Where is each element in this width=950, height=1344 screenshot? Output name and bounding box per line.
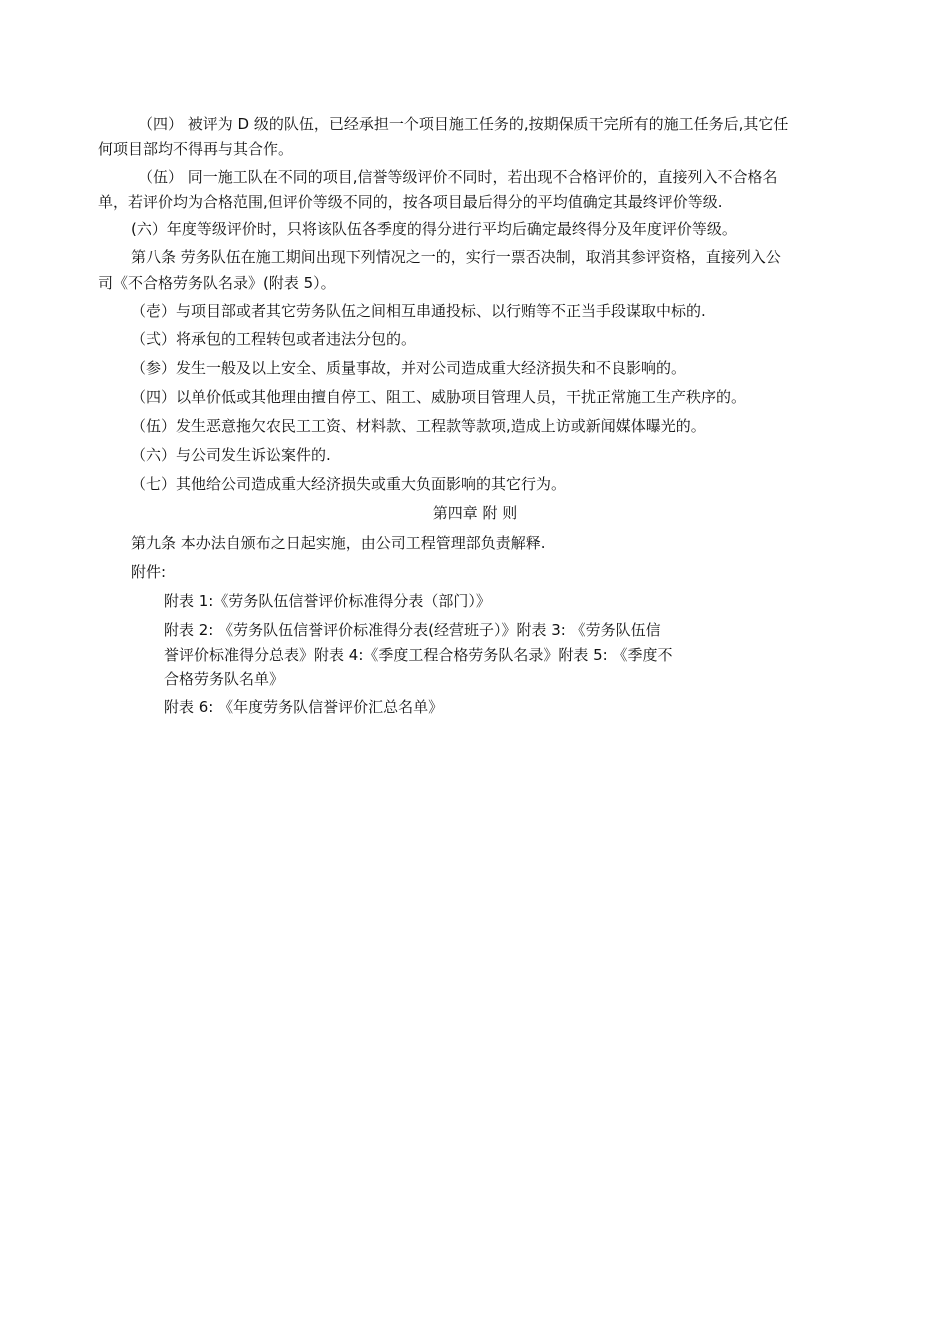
item4-line1: （四） 被评为 D 级的队伍，已经承担一个项目施工任务的,按期保质干完所有的施工任务后,其它任 <box>138 115 789 133</box>
article9: 第九条 本办法自颁布之日起实施，由公司工程管理部负责解释. <box>131 534 546 552</box>
item5-line1: （伍） 同一施工队在不同的项目,信誉等级评价不同时，若出现不合格评价的，直接列入不合格名 <box>138 168 778 186</box>
article8-intro-line1: 第八条 劳务队伍在施工期间出现下列情况之一的，实行一票否决制，取消其参评资格，直接列入公 <box>131 248 781 266</box>
article8-item-5: （伍）发生恶意拖欠农民工工资、材料款、工程款等款项,造成上访或新闻媒体曝光的。 <box>131 417 706 435</box>
article8-item-6: （六）与公司发生诉讼案件的. <box>131 446 331 464</box>
item6: (六）年度等级评价时，只将该队伍各季度的得分进行平均后确定最终得分及年度评价等级。 <box>131 220 737 238</box>
attachment-2-line1: 附表 2: 《劳务队伍信誉评价标准得分表(经营班子）》附表 3: 《劳务队伍信 <box>164 621 661 639</box>
article8-intro-line2: 司《不合格劳务队名录》(附表 5）。 <box>98 274 336 292</box>
article8-item-1: （壱）与项目部或者其它劳务队伍之间相互串通投标、以行贿等不正当手段谋取中标的. <box>131 302 706 320</box>
article8-item-2: （弍）将承包的工程转包或者违法分包的。 <box>131 330 417 348</box>
item5-line2: 单，若评价均为合格范围,但评价等级不同的，按各项目最后得分的平均值确定其最终评价等级. <box>98 193 723 211</box>
attachment-2-line3: 合格劳务队名单》 <box>164 670 285 688</box>
article8-item-3: （参）发生一般及以上安全、质量事故，并对公司造成重大经济损失和不良影响的。 <box>131 359 687 377</box>
attachment-1: 附表 1:《劳务队伍信誉评价标准得分表（部门）》 <box>164 592 491 610</box>
article8-item-4: （四）以单价低或其他理由擅自停工、阻工、威胁项目管理人员，干扰正常施工生产秩序的。 <box>131 388 747 406</box>
attachments-label: 附件: <box>131 563 167 581</box>
chapter-heading: 第四章 附 则 <box>432 504 518 522</box>
article8-item-7: （七）其他给公司造成重大经济损失或重大负面影响的其它行为。 <box>131 475 567 493</box>
attachment-2-line2: 誉评价标准得分总表》附表 4:《季度工程合格劳务队名录》附表 5: 《季度不 <box>164 646 673 664</box>
attachment-6: 附表 6: 《年度劳务队信誉评价汇总名单》 <box>164 698 444 716</box>
item4-line2: 何项目部均不得再与其合作。 <box>98 140 294 158</box>
